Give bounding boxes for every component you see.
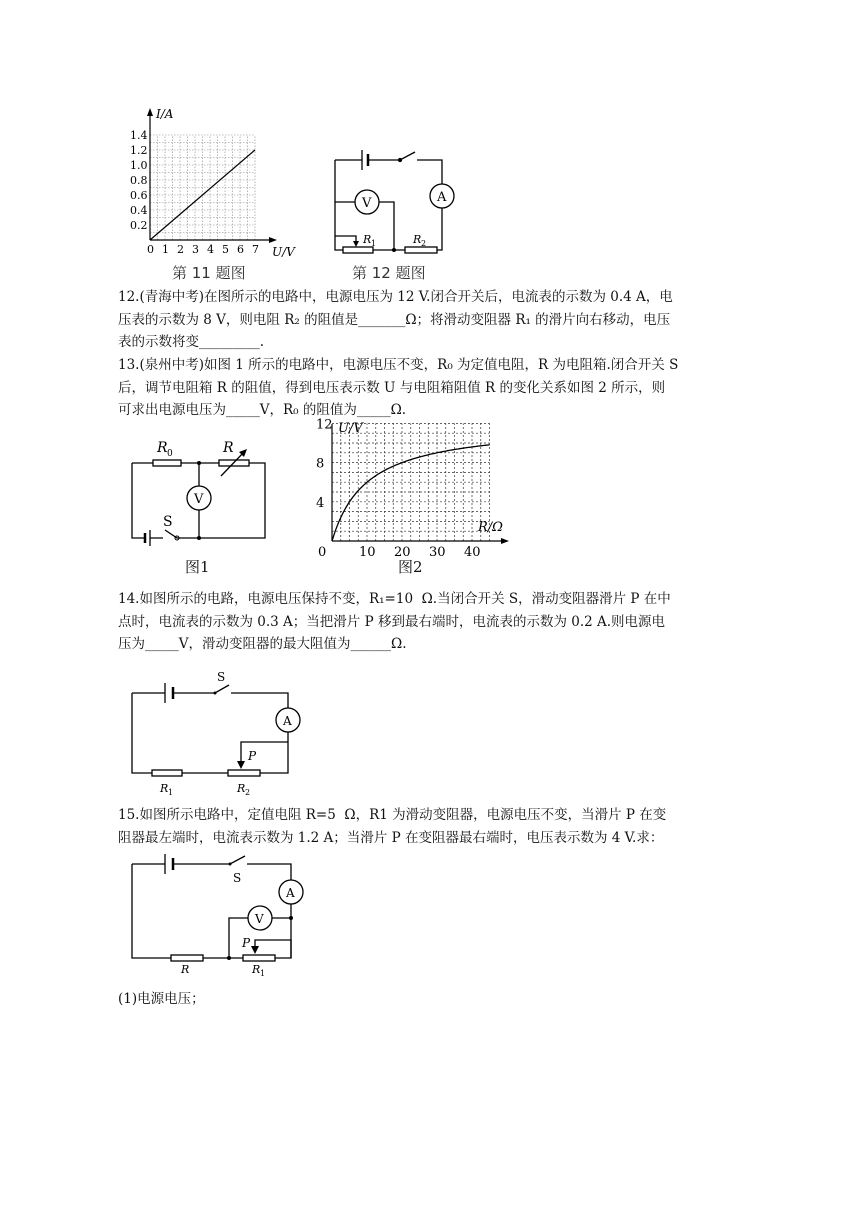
- q15-junction-2: [289, 916, 293, 920]
- q13-fig2-xtick: 10: [359, 545, 376, 560]
- q13-fig2-ytick: 12: [316, 418, 333, 433]
- fig11-graph: [120, 100, 315, 260]
- q13-fig1-junction-2: [197, 536, 201, 540]
- q13-fig1-voltmeter-label: V: [194, 492, 204, 507]
- fig11-xtick: 3: [192, 243, 199, 256]
- q14-line-1: 14.如图所示的电路，电源电压保持不变，R₁=10 Ω.当闭合开关 S，滑动变阻器滑片 P 在中: [118, 591, 671, 607]
- fig11-xtick: 5: [222, 243, 229, 256]
- q13-fig2-xtick: 30: [429, 545, 446, 560]
- fig11-xtick: 1: [162, 243, 169, 256]
- q13-fig2-grid: [332, 423, 490, 541]
- q12-line-1: 12.(青海中考)在图所示的电路中，电源电压为 12 V.闭合开关后，电流表的示数为 0.4 A，电: [118, 289, 673, 305]
- fig11-ylabel: I/A: [156, 107, 174, 121]
- fig11-xtick: 2: [177, 243, 184, 256]
- fig12-voltmeter-label: V: [362, 196, 372, 211]
- q13-fig2-caption: 图2: [398, 558, 423, 576]
- q13-fig2-x-arrow: [501, 538, 509, 544]
- q15-switch-pivot: [229, 863, 232, 866]
- q15-r1-label: R: [252, 963, 261, 976]
- fig11-ytick: 0.2: [130, 219, 148, 232]
- fig12-r1-label: R: [363, 233, 372, 246]
- fig11-xtick: 4: [207, 243, 214, 256]
- q15-line-2: 阻器最左端时，电流表示数为 1.2 A；当滑片 P 在变阻器最右端时，电压表示数为 4 V.求：: [118, 829, 664, 846]
- fig12-circuit: [320, 140, 470, 260]
- q13-fig1-r-label: R: [223, 440, 234, 456]
- q13-fig2-xtick: 40: [464, 545, 481, 560]
- q15-line-1: 15.如图所示电路中，定值电阻 R=5 Ω，R1 为滑动变阻器，电源电压不变，当滑片 P 在变: [118, 807, 667, 823]
- fig11-xlabel: U/V: [272, 245, 295, 259]
- q13-fig2-ytick: 4: [316, 495, 325, 511]
- q14-slider-label: P: [248, 749, 257, 763]
- q13-fig1-r0-label: R: [157, 440, 168, 456]
- fig11-ticks: [130, 129, 259, 256]
- q14-switch-pivot: [214, 692, 217, 695]
- q14-circuit: [125, 670, 315, 800]
- q14-line-2: 点时，电流表的示数为 0.3 A；当把滑片 P 移到最右端时，电流表的示数为 0.2 A.则电源电: [118, 613, 666, 630]
- q14-slider-arrow: [237, 761, 245, 769]
- q14-ammeter-label: A: [283, 714, 292, 728]
- q14-r2-label: R: [237, 782, 246, 795]
- q14-r1-sub: 1: [168, 788, 174, 797]
- q14-r1-label: R: [160, 782, 169, 795]
- q15-junction-1: [227, 956, 231, 960]
- q13-fig2-ylabel: U/V: [338, 421, 363, 436]
- q15-sub1-text: (1)电源电压；: [118, 991, 205, 1007]
- q13-fig2-ytick: 8: [316, 456, 325, 472]
- q13-fig2-xtick: 0: [318, 545, 327, 560]
- q15-ammeter-label: A: [286, 886, 295, 900]
- q13-line-3: 可求出电源电压为_____V，R₀ 的阻值为_____Ω.: [118, 402, 407, 418]
- fig12-r2-label: R: [413, 233, 422, 246]
- q15-circuit: [125, 848, 315, 978]
- fig11-y-arrow: [147, 108, 153, 116]
- q15-r1-sub: 1: [260, 969, 266, 978]
- q13-fig1-circuit: [125, 436, 275, 556]
- q12-line-3: 表的示数将变_________.: [118, 334, 265, 350]
- fig11-xtick: 0: [147, 243, 154, 256]
- fig12-ammeter-label: A: [437, 190, 447, 205]
- q14-r1-resistor: [152, 770, 182, 776]
- fig12-switch-pivot: [399, 159, 402, 162]
- q15-r1-resistor: [243, 955, 275, 961]
- q15-sub-question-1: [118, 988, 738, 1011]
- q13-fig1-r0-sub: 0: [167, 449, 173, 459]
- fig11-ytick: 1.4: [130, 129, 148, 142]
- q15-slider-arrow: [251, 946, 259, 954]
- fig12-r2-sub: 2: [421, 239, 427, 248]
- fig11-ytick: 0.6: [130, 189, 148, 202]
- question-12: [118, 286, 738, 354]
- q15-slider-label: P: [242, 936, 251, 950]
- q14-wires: [132, 685, 288, 773]
- fig11-caption: 第 11 题图: [172, 264, 246, 282]
- q13-fig2-xtick: 20: [394, 545, 411, 560]
- fig12-top-wire: [335, 152, 442, 184]
- fig12-r1-sub: 1: [371, 239, 377, 248]
- q14-r2-sub: 2: [245, 788, 251, 797]
- q15-switch-label: S: [233, 871, 242, 885]
- fig12-slider-arrow: [353, 241, 359, 247]
- fig11-grid: [150, 135, 255, 240]
- fig12-right-wire: [437, 208, 442, 250]
- fig12-slider-wire: [335, 236, 356, 244]
- q14-line-3: 压为_____V，滑动变阻器的最大阻值为______Ω.: [118, 636, 407, 652]
- q15-r-resistor: [171, 955, 203, 961]
- fig11-ytick: 0.4: [130, 204, 148, 217]
- fig11-ytick: 1.2: [130, 144, 148, 157]
- fig11-x-arrow: [269, 237, 277, 243]
- fig12-caption: 第 12 题图: [352, 264, 426, 282]
- question-13: [118, 354, 738, 422]
- q15-voltmeter-label: V: [255, 912, 264, 926]
- q14-r2-resistor: [228, 770, 260, 776]
- fig11-ytick: 0.8: [130, 174, 148, 187]
- q13-fig1-caption: 图1: [185, 558, 210, 576]
- fig11-xtick: 7: [252, 243, 259, 256]
- q14-switch-label: S: [217, 670, 226, 684]
- question-14: [118, 588, 738, 656]
- question-15: [118, 804, 738, 849]
- q13-fig1-junction-1: [197, 461, 201, 465]
- q13-fig1-switch-label: S: [163, 514, 173, 530]
- fig12-r1-resistor: [343, 247, 373, 253]
- q13-fig2-graph: [310, 418, 515, 563]
- fig11-xtick: 6: [237, 243, 244, 256]
- q15-wires: [132, 856, 291, 958]
- q12-line-2: 压表的示数为 8 V，则电阻 R₂ 的阻值是_______Ω；将滑动变阻器 R₁ 的滑片向右移动，电压: [118, 311, 671, 328]
- q15-r-label: R: [181, 963, 190, 976]
- q13-line-1: 13.(泉州中考)如图 1 所示的电路中，电源电压不变，R₀ 为定值电阻，R 为电阻箱.闭合开关 S: [118, 357, 679, 373]
- fig12-junction: [392, 248, 396, 252]
- q13-fig1-r0-resistor: [153, 460, 181, 466]
- fig11-ytick: 1.0: [130, 159, 148, 172]
- q13-fig2-xlabel: R/Ω: [478, 520, 503, 535]
- q13-line-2: 后，调节电阻箱 R 的阻值，得到电压表示数 U 与电阻箱阻值 R 的变化关系如图 2 所示，则: [118, 379, 666, 396]
